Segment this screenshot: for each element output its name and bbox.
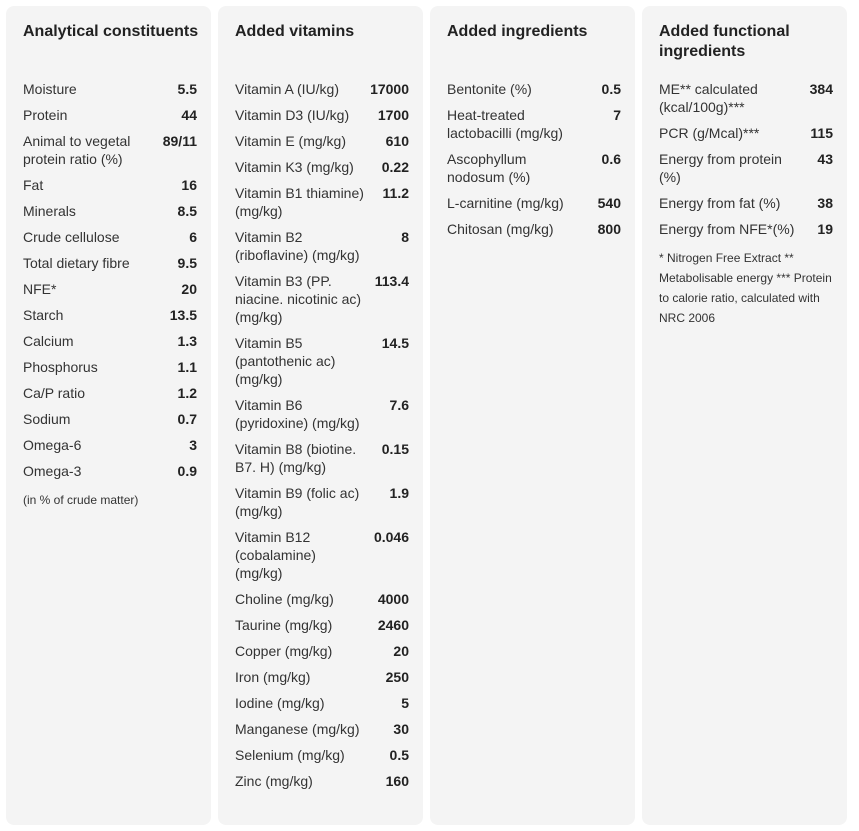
table-row: [447, 80, 621, 98]
row-value: 8: [401, 229, 409, 245]
row-value: 0.9: [177, 463, 197, 479]
card-title: Analytical constituents: [23, 23, 199, 40]
table-row: [235, 396, 409, 432]
row-label: Taurine (mg/kg): [235, 617, 333, 633]
analytical-rows: [23, 80, 197, 510]
added-functional-ingredients-card: [642, 6, 847, 825]
row-value: 20: [393, 643, 409, 659]
row-label: Moisture: [23, 81, 77, 97]
table-row: [23, 132, 197, 168]
table-row: [23, 176, 197, 194]
table-row: [235, 668, 409, 686]
table-row: [235, 184, 409, 220]
row-value: 1.3: [177, 333, 197, 349]
vitamins-rows: [235, 80, 409, 798]
row-label: Omega-3: [23, 463, 82, 479]
table-row: [235, 132, 409, 150]
table-row: [23, 436, 197, 454]
card-title: Added ingredients: [447, 23, 588, 40]
row-value: 11.2: [382, 185, 409, 201]
row-label: Crude cellulose: [23, 229, 120, 245]
table-row: [447, 150, 621, 186]
footnote: * Nitrogen Free Extract ** Metabolisable energy *** Protein to calorie ratio, calculated with NRC 2006: [659, 251, 832, 325]
table-row: [235, 528, 409, 582]
analytical-constituents-card: [6, 6, 211, 825]
row-value: 250: [385, 669, 409, 685]
added-ingredients-card: [430, 6, 635, 825]
table-row: [23, 410, 197, 428]
row-label: Manganese (mg/kg): [235, 721, 360, 737]
row-label: Vitamin K3 (mg/kg): [235, 159, 354, 175]
row-value: 1700: [377, 107, 409, 123]
table-row: [659, 150, 833, 186]
row-label: Vitamin E (mg/kg): [235, 133, 346, 149]
table-row: [235, 272, 409, 326]
table-row: [23, 462, 197, 480]
table-row: [23, 228, 197, 246]
table-row: [235, 642, 409, 660]
row-label: NFE*: [23, 281, 57, 297]
table-row: [235, 80, 409, 98]
table-row: [235, 616, 409, 634]
table-row: [23, 254, 197, 272]
row-label: Energy from NFE*(%): [659, 221, 795, 237]
row-value: 0.6: [601, 151, 621, 167]
row-value: 5.5: [177, 81, 197, 97]
row-label: Vitamin D3 (IU/kg): [235, 107, 350, 123]
row-label: Copper (mg/kg): [235, 643, 333, 659]
row-label: ME** calculated (kcal/100g)***: [659, 81, 758, 115]
row-value: 540: [597, 195, 621, 211]
row-value: 2460: [377, 617, 409, 633]
row-label: Vitamin B12 (cobalamine) (mg/kg): [235, 529, 316, 581]
table-row: [23, 384, 197, 402]
row-value: 20: [181, 281, 197, 297]
card-title: Added vitamins: [235, 23, 355, 40]
table-row: [23, 306, 197, 324]
row-value: 7: [613, 107, 621, 123]
row-label: Vitamin B5 (pantothenic ac) (mg/kg): [235, 335, 336, 387]
row-label: PCR (g/Mcal)***: [659, 125, 760, 141]
row-value: 5: [401, 695, 409, 711]
row-value: 8.5: [177, 203, 197, 219]
table-row: [659, 124, 833, 142]
table-row: [23, 358, 197, 376]
row-label: Heat-treated lactobacilli (mg/kg): [447, 107, 563, 141]
table-row: [235, 772, 409, 790]
row-value: 44: [181, 107, 197, 123]
row-value: 0.046: [373, 529, 409, 545]
table-row: [447, 106, 621, 142]
row-label: L-carnitine (mg/kg): [447, 195, 564, 211]
row-label: Energy from fat (%): [659, 195, 781, 211]
row-label: Calcium: [23, 333, 74, 349]
row-value: 0.22: [381, 159, 409, 175]
row-label: Vitamin A (IU/kg): [235, 81, 340, 97]
row-value: 43: [817, 151, 833, 167]
row-label: Bentonite (%): [447, 81, 532, 97]
row-value: 6: [189, 229, 197, 245]
row-label: Starch: [23, 307, 64, 323]
table-row: [235, 334, 409, 388]
table-row: [23, 280, 197, 298]
row-value: 16: [181, 177, 197, 193]
row-label: Total dietary fibre: [23, 255, 130, 271]
row-label: Chitosan (mg/kg): [447, 221, 554, 237]
row-label: Vitamin B2 (riboflavine) (mg/kg): [235, 229, 360, 263]
row-label: Ascophyllum nodosum (%): [447, 151, 531, 185]
row-label: Protein: [23, 107, 68, 123]
row-value: 1.1: [177, 359, 197, 375]
table-row: [23, 202, 197, 220]
table-row: [23, 332, 197, 350]
table-row: [235, 694, 409, 712]
row-label: Vitamin B8 (biotine. B7. H) (mg/kg): [235, 441, 357, 475]
table-row: [235, 106, 409, 124]
row-value: 14.5: [381, 335, 409, 351]
row-label: Animal to vegetal protein ratio (%): [23, 133, 131, 167]
table-row: [23, 106, 197, 124]
row-value: 1.2: [177, 385, 197, 401]
table-row: [235, 484, 409, 520]
row-value: 384: [809, 81, 833, 97]
row-value: 160: [385, 773, 409, 789]
row-value: 0.5: [389, 747, 409, 763]
table-row: [23, 80, 197, 98]
row-value: 19: [817, 221, 833, 237]
row-label: Zinc (mg/kg): [235, 773, 313, 789]
row-label: Vitamin B3 (PP. niacine. nicotinic ac) (mg/kg): [235, 273, 362, 325]
row-value: 1.9: [389, 485, 409, 501]
row-label: Iron (mg/kg): [235, 669, 311, 685]
row-value: 7.6: [389, 397, 409, 413]
row-value: 38: [817, 195, 833, 211]
row-value: 30: [393, 721, 409, 737]
table-row: [235, 228, 409, 264]
row-label: Vitamin B1 thiamine) (mg/kg): [235, 185, 364, 219]
table-row: [659, 220, 833, 238]
row-label: Choline (mg/kg): [235, 591, 334, 607]
functional-rows: [659, 80, 833, 328]
row-value: 9.5: [177, 255, 197, 271]
table-row: [235, 720, 409, 738]
ingredients-rows: [447, 80, 621, 246]
table-row: [447, 194, 621, 212]
row-label: Vitamin B6 (pyridoxine) (mg/kg): [235, 397, 360, 431]
row-label: Sodium: [23, 411, 71, 427]
row-value: 0.7: [177, 411, 197, 427]
table-row: [659, 80, 833, 116]
row-label: Omega-6: [23, 437, 82, 453]
table-row: [235, 746, 409, 764]
row-value: 3: [189, 437, 197, 453]
row-value: 89/11: [162, 133, 197, 149]
row-value: 800: [597, 221, 621, 237]
row-label: Ca/P ratio: [23, 385, 85, 401]
row-value: 113.4: [374, 273, 409, 289]
row-value: 4000: [377, 591, 409, 607]
table-row: [235, 590, 409, 608]
table-row: [235, 158, 409, 176]
row-label: Phosphorus: [23, 359, 98, 375]
row-value: 13.5: [169, 307, 197, 323]
table-row: [235, 440, 409, 476]
footnote: (in % of crude matter): [23, 493, 139, 507]
row-label: Minerals: [23, 203, 76, 219]
table-row: [659, 194, 833, 212]
table-row: [447, 220, 621, 238]
row-value: 17000: [370, 81, 409, 97]
row-value: 115: [810, 125, 833, 141]
row-label: Fat: [23, 177, 44, 193]
row-label: Energy from protein (%): [659, 151, 782, 185]
row-value: 610: [385, 133, 409, 149]
row-label: Iodine (mg/kg): [235, 695, 325, 711]
added-vitamins-card: [218, 6, 423, 825]
row-label: Selenium (mg/kg): [235, 747, 345, 763]
row-label: Vitamin B9 (folic ac) (mg/kg): [235, 485, 360, 519]
row-value: 0.15: [381, 441, 409, 457]
row-value: 0.5: [601, 81, 621, 97]
card-title: Added functional ingredients: [659, 23, 790, 60]
